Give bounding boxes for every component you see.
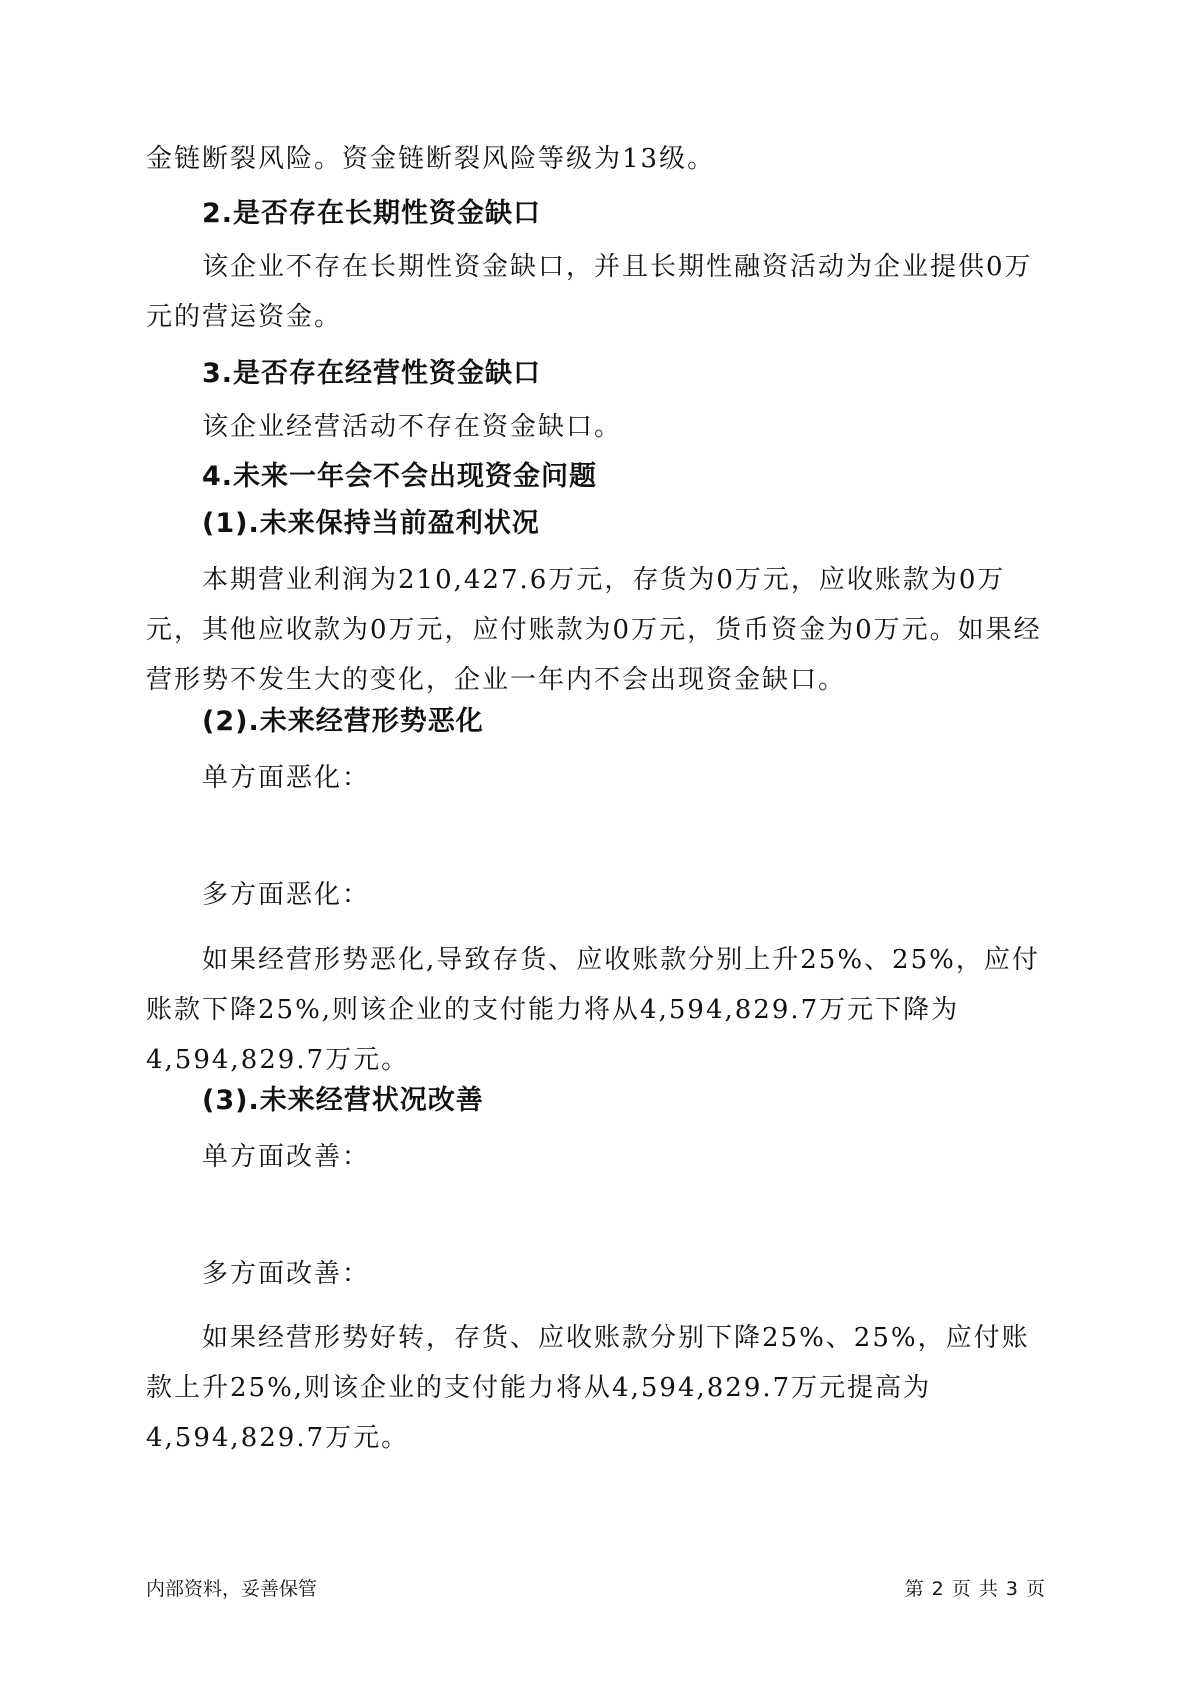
heading-improvement: (3).未来经营状况改善 [202, 1085, 484, 1116]
paragraph-single-improvement: 单方面改善： [202, 1142, 371, 1172]
footer-page-number: 第 2 页 共 3 页 [904, 1578, 1046, 1600]
heading-long-term-gap: 2.是否存在长期性资金缺口 [202, 198, 542, 229]
paragraph-multi-improvement: 多方面改善： [202, 1259, 371, 1289]
paragraph-single-deterioration: 单方面恶化： [202, 763, 371, 793]
heading-maintain-profit: (1).未来保持当前盈利状况 [202, 508, 540, 539]
paragraph-maintain-profit: 本期营业利润为210,427.6万元，存货为0万元，应收账款为0万元，其他应收款为0万元，应付账款为0万元，货币资金为0万元。如果经营形势不发生大的变化，企业一年内不会出现资金缺口。 [146, 565, 1042, 695]
paragraph-long-term-gap: 该企业不存在长期性资金缺口，并且长期性融资活动为企业提供0万元的营运资金。 [146, 252, 1033, 332]
heading-deterioration: (2).未来经营形势恶化 [202, 706, 484, 737]
paragraph-risk-level: 金链断裂风险。资金链断裂风险等级为13级。 [146, 144, 716, 174]
heading-next-year: 4.未来一年会不会出现资金问题 [202, 461, 598, 492]
paragraph-multi-deterioration: 多方面恶化： [202, 880, 371, 910]
paragraph-deterioration-result: 如果经营形势恶化,导致存货、应收账款分别上升25%、25%，应付账款下降25%,则该企业的支付能力将从4,594,829.7万元下降为4,594,829.7万元。 [146, 945, 1040, 1075]
footer-confidential-note: 内部资料，妥善保管 [146, 1578, 318, 1600]
paragraph-operating-gap: 该企业经营活动不存在资金缺口。 [202, 412, 623, 442]
heading-operating-gap: 3.是否存在经营性资金缺口 [202, 358, 542, 389]
paragraph-improvement-result: 如果经营形势好转，存货、应收账款分别下降25%、25%，应付账款上升25%,则该企业的支付能力将从4,594,829.7万元提高为4,594,829.7万元。 [146, 1323, 1030, 1453]
